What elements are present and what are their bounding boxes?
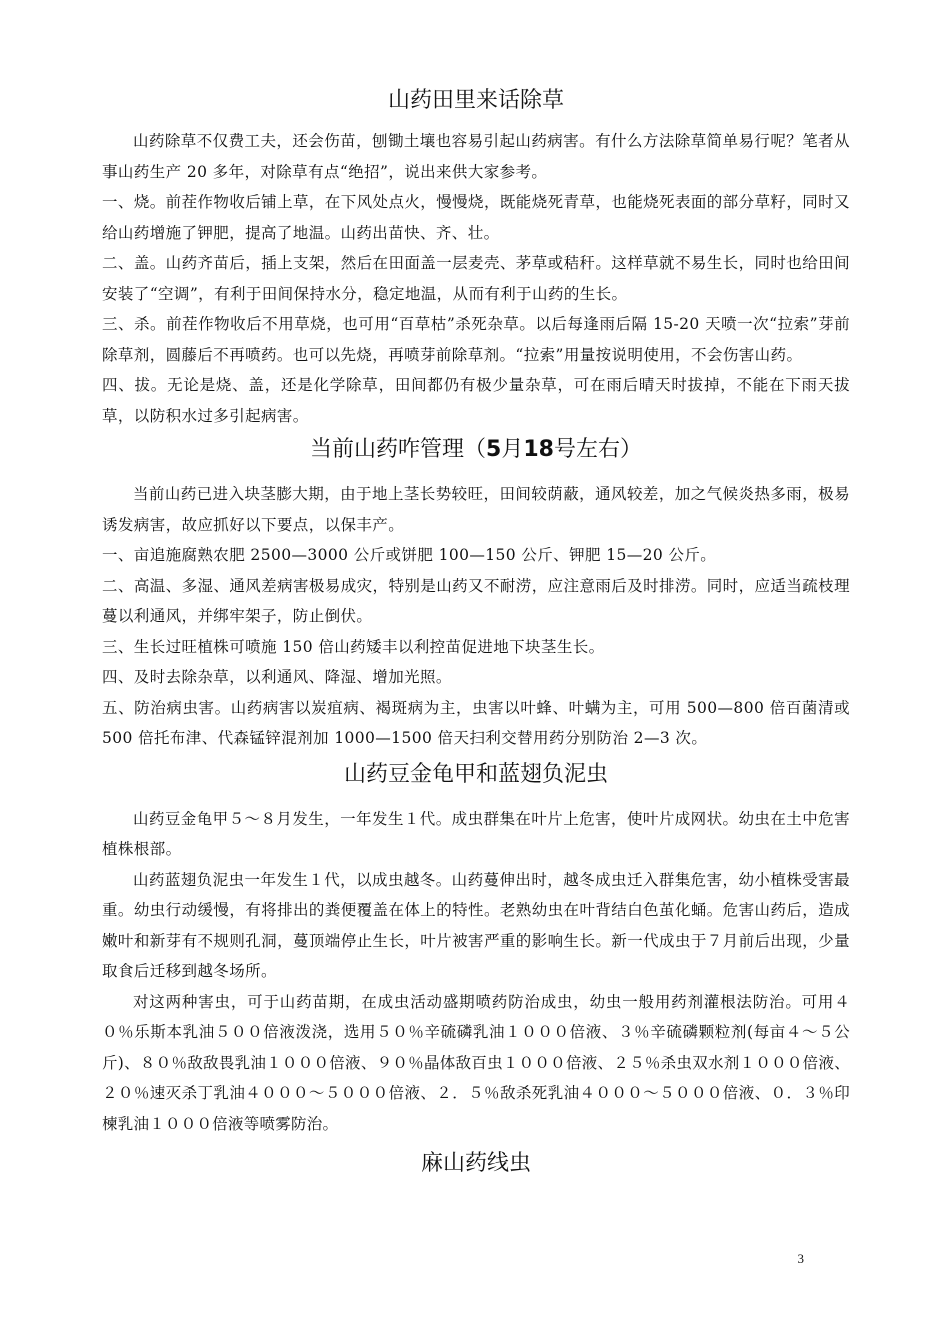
paragraph: 三、生长过旺植株可喷施 150 倍山药矮丰以利控苗促进地下块茎生长。 [102,637,605,656]
paragraph: 一、亩追施腐熟农肥 2500—3000 公斤或饼肥 100—150 公斤、钾肥 15—20 公斤。 [102,546,717,564]
paragraph: 当前山药已进入块茎膨大期，由于地上茎长势较旺，田间较荫蔽，通风较差，加之气候炎热多雨，极易诱发病害，故应抓好以下要点，以保丰产。 [102,485,850,534]
title-part: 当前山药咋管理（ [310,437,487,462]
title-part: 月 [501,437,524,462]
paragraph: 二、高温、多湿、通风差病害极易成灾，特别是山药又不耐涝，应注意雨后及时排涝。同时，应适当疏枝理蔓以利通风，并绑牢架子，防止倒伏。 [102,576,850,625]
section-title-weeding: 山药田里来话除草 [387,88,564,113]
section-title-management [102,435,850,465]
title-number: 5 [486,437,502,462]
paragraph: 山药蓝翅负泥虫一年发生１代，以成虫越冬。山药蔓伸出时，越冬成虫迁入群集危害，幼小植株受害最重。幼虫行动缓慢，有将排出的粪便覆盖在体上的特性。老熟幼虫在叶背结白色茧化蛹。危害山药后，造成嫩叶和新芽有不规则孔洞，蔓顶端停止生长，叶片被害严重的影响生长。新一代成虫于７月前后出现，少量取食后迁移到越冬场所。 [102,870,850,980]
page-content [102,86,850,1179]
section-title-nematode: 麻山药线虫 [420,1151,531,1176]
title-number: 18 [523,437,554,462]
paragraph: 三、杀。前茬作物收后不用草烧，也可用“百草枯”杀死杂草。以后每逢雨后隔 15-20 天喷一次“拉索”芽前除草剂，圆藤后不再喷药。也可以先烧，再喷芽前除草剂。“拉索”用量按说明使用，不会伤害山药。 [102,315,850,364]
paragraph: 一、烧。前茬作物收后铺上草，在下风处点火，慢慢烧，既能烧死青草，也能烧死表面的部分草籽，同时又给山药增施了钾肥，提高了地温。山药出苗快、齐、壮。 [102,193,850,242]
title-part: 号左右） [553,437,642,462]
paragraph: 山药除草不仅费工夫，还会伤苗，刨锄土壤也容易引起山药病害。有什么方法除草简单易行呢？笔者从事山药生产 20 多年，对除草有点“绝招”，说出来供大家参考。 [102,132,850,181]
paragraph: 五、防治病虫害。山药病害以炭疽病、褐斑病为主，虫害以叶蜂、叶螨为主，可用 500—800 倍百菌清或 500 倍托布津、代森锰锌混剂加 1000—1500 倍天扫利交替用药分别防治 2—3 次。 [102,698,850,747]
paragraph: 对这两种害虫，可于山药苗期，在成虫活动盛期喷药防治成虫，幼虫一般用药剂灌根法防治。可用４０％乐斯本乳油５００倍液泼浇，选用５０％辛硫磷乳油１０００倍液、３％辛硫磷颗粒剂(每亩４～５公斤)、８０％敌敌畏乳油１０００倍液、９０％晶体敌百虫１０００倍液、２５％杀虫双水剂１０００倍液、２０％速灭杀丁乳油４０００～５０００倍液、２．５％敌杀死乳油４０００～５０００倍液、０．３％印楝乳油１０００倍液等喷雾防治。 [102,992,850,1133]
page-number: 3 [797,1251,804,1266]
section-title-pests: 山药豆金龟甲和蓝翅负泥虫 [343,761,608,787]
paragraph: 二、盖。山药齐苗后，插上支架，然后在田面盖一层麦壳、茅草或秸秆。这样草就不易生长，同时也给田间安装了“空调”，有利于田间保持水分，稳定地温，从而有利于山药的生长。 [102,254,850,303]
paragraph: 四、及时去除杂草，以利通风、降湿、增加光照。 [102,668,452,686]
paragraph: 四、拔。无论是烧、盖，还是化学除草，田间都仍有极少量杂草，可在雨后晴天时拔掉，不能在下雨天拔草，以防积水过多引起病害。 [102,376,850,425]
paragraph: 山药豆金龟甲５～８月发生，一年发生１代。成虫群集在叶片上危害，使叶片成网状。幼虫在土中危害植株根部。 [102,809,850,858]
